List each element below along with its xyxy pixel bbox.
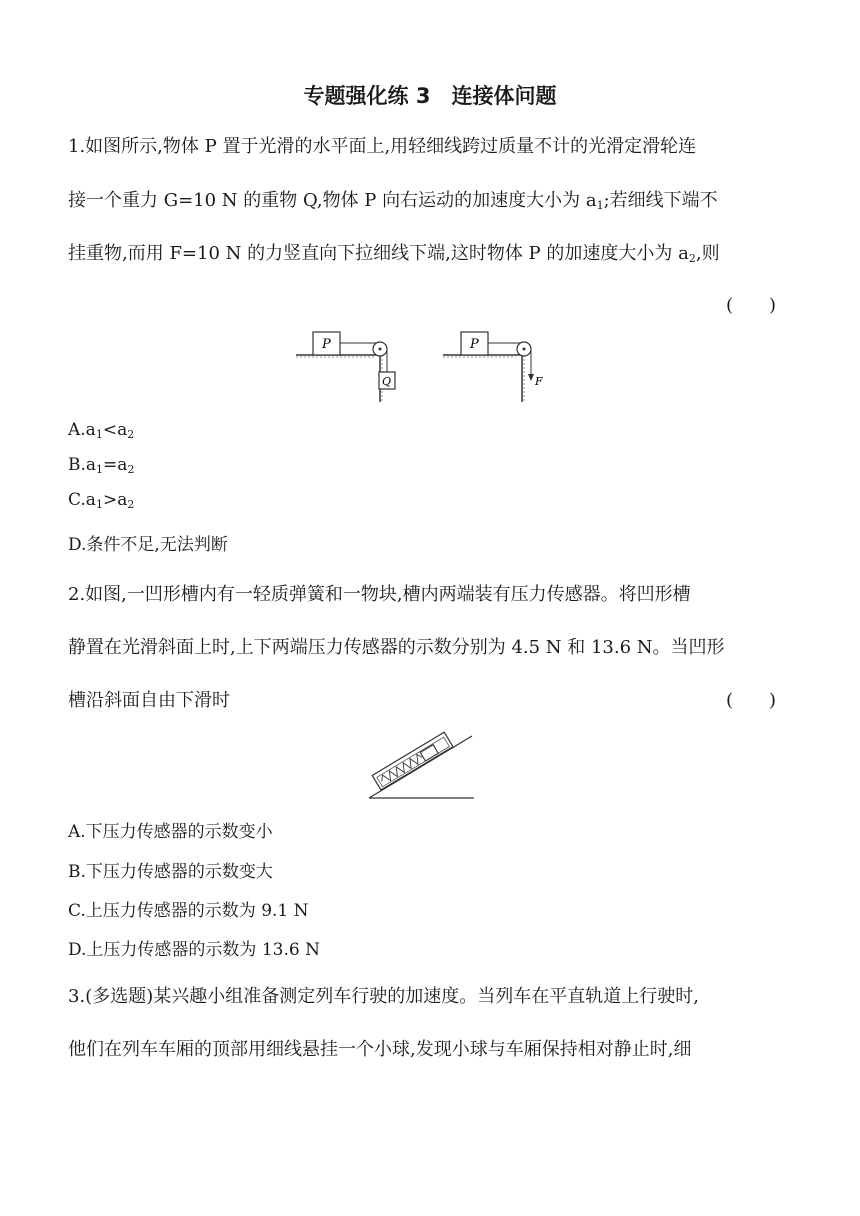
incline-surface bbox=[369, 736, 472, 798]
label-q: Q bbox=[382, 375, 392, 388]
label-p-right: P bbox=[470, 337, 479, 352]
q1-line-1: 1.如图所示,物体 P 置于光滑的水平面上,用轻细线跨过质量不计的光滑定滑轮连 bbox=[68, 136, 697, 157]
q1-option-d[interactable]: D.条件不足,无法判断 bbox=[68, 535, 228, 555]
q1-answer-bracket: ( ) bbox=[725, 295, 776, 316]
q1-option-c[interactable]: $C.a_1>a_2$ bbox=[68, 490, 135, 511]
q2-option-b[interactable]: B.下压力传感器的示数变大 bbox=[68, 862, 273, 882]
force-arrow bbox=[528, 374, 534, 381]
q2-answer-bracket: ( ) bbox=[725, 690, 776, 711]
q2-line-3: 槽沿斜面自由下滑时 bbox=[68, 690, 230, 711]
q3-line-2: 他们在列车车厢的顶部用细线悬挂一个小球,发现小球与车厢保持相对静止时,细 bbox=[68, 1039, 692, 1060]
groove bbox=[372, 732, 453, 790]
q2-figure-incline-diagram bbox=[366, 728, 478, 804]
q2-option-a[interactable]: A.下压力传感器的示数变小 bbox=[68, 822, 273, 842]
q1-figure-pulley-diagram bbox=[290, 328, 570, 408]
q2-line-2: 静置在光滑斜面上时,上下两端压力传感器的示数分别为 4.5 N 和 13.6 N。当凹形 bbox=[68, 637, 725, 658]
q1-option-a[interactable]: $A.a_1<a_2$ bbox=[68, 420, 135, 441]
label-p-left: P bbox=[322, 337, 331, 352]
q1-figure-left bbox=[296, 332, 395, 402]
page-title: 专题强化练 3 连接体问题 bbox=[303, 84, 557, 108]
q1-line-2: 接一个重力 G=10 N 的重物 Q,物体 P 向右运动的加速度大小为 $a_1$;若细线下端不 bbox=[68, 190, 718, 212]
q1-line-3: 挂重物,而用 F=10 N 的力竖直向下拉细线下端,这时物体 P 的加速度大小为 $a_2$,则 bbox=[68, 243, 720, 265]
q2-line-1: 2.如图,一凹形槽内有一轻质弹簧和一物块,槽内两端装有压力传感器。将凹形槽 bbox=[68, 584, 691, 605]
label-f: F bbox=[535, 375, 543, 388]
q1-option-b[interactable]: $B.a_1=a_2$ bbox=[68, 455, 135, 476]
q2-option-d[interactable]: D.上压力传感器的示数为 13.6 N bbox=[68, 940, 320, 960]
q2-option-c[interactable]: C.上压力传感器的示数为 9.1 N bbox=[68, 901, 309, 921]
q3-line-1: 3.(多选题)某兴趣小组准备测定列车行驶的加速度。当列车在平直轨道上行驶时, bbox=[68, 986, 699, 1007]
q1-figure-right bbox=[443, 332, 543, 402]
